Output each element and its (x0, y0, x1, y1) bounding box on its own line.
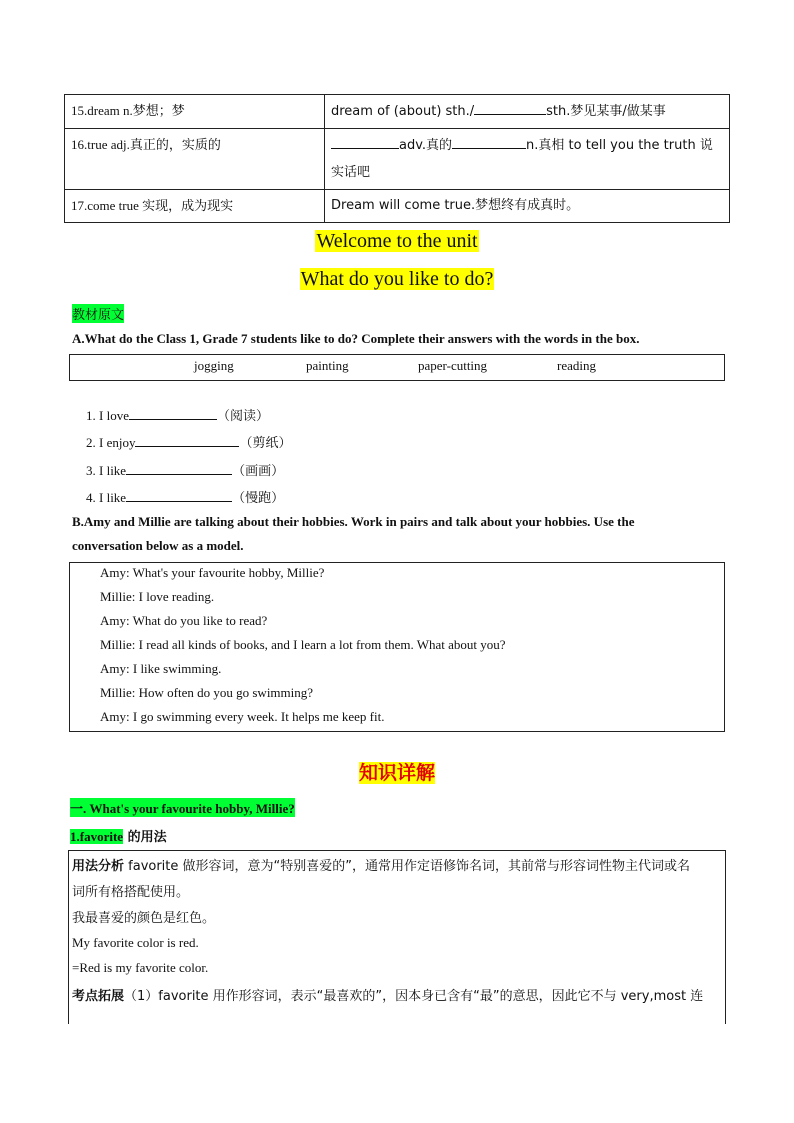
vocab-usage: Dream will come true.梦想终有成真时。 (325, 190, 730, 223)
textbook-tag: 教材原文 (72, 304, 124, 323)
fill-blank[interactable] (129, 406, 217, 420)
unit-subtitle: What do you like to do? (300, 268, 494, 290)
vocab-usage: dream of (about) sth./ sth.梦见某事/做某事 (325, 95, 730, 129)
vocab-term: 17.come true 实现，成为现实 (65, 190, 325, 223)
vocab-usage: adv.真的 n.真相 to tell you the truth 说实话吧 (325, 129, 730, 190)
vocab-table (64, 94, 730, 223)
dialog-line: Amy: What do you like to read? (100, 613, 268, 628)
word-item: paper-cutting (418, 358, 488, 373)
fill-blank[interactable] (126, 488, 232, 502)
dialog-line: Amy: What's your favourite hobby, Millie? (100, 565, 325, 580)
table-row (65, 129, 730, 190)
note-line: 我最喜爱的颜色是红色。 (72, 911, 216, 926)
fill-blank[interactable] (135, 433, 239, 447)
word-item: painting (306, 358, 349, 373)
word-item: reading (557, 358, 596, 373)
fill-line: 3. I like （画画） (86, 463, 285, 479)
unit-title: Welcome to the unit (316, 230, 478, 252)
note-line: 用法分析 favorite 做形容词，意为“特别喜爱的”，通常用作定语修饰名词，其前常与形容词性物主代词或名 (72, 859, 690, 874)
question-b-cont: conversation below as a model. (72, 538, 244, 553)
note-line: 词所有格搭配使用。 (72, 885, 190, 900)
fill-blank[interactable] (126, 461, 232, 475)
question-a: A.What do the Class 1, Grade 7 students like to do? Complete their answers with the words in the box. (72, 331, 640, 346)
note-line: =Red is my favorite color. (72, 960, 209, 975)
dialog-box (69, 562, 725, 732)
table-row (65, 190, 730, 223)
notes-box (68, 850, 726, 1024)
knowledge-title: 知识详解 (358, 762, 435, 784)
vocab-term: 15.dream n.梦想；梦 (65, 95, 325, 129)
fill-blank[interactable] (474, 101, 546, 115)
sub-heading: 1.favorite 的用法 (70, 829, 167, 845)
word-item: jogging (194, 358, 234, 373)
vocab-term: 16.true adj.真正的，实质的 (65, 129, 325, 190)
note-line: 考点拓展（1）favorite 用作形容词，表示“最喜欢的”，因本身已含有“最”的意思，因此它不与 very,most 连 (72, 989, 704, 1004)
table-row (65, 95, 730, 129)
fill-line: 4. I like （慢跑） (86, 490, 285, 506)
word-box (69, 354, 725, 381)
fill-line: 2. I enjoy （剪纸） (86, 435, 292, 451)
dialog-line: Millie: How often do you go swimming? (100, 685, 314, 700)
section-heading: 一. What's your favourite hobby, Millie? (70, 798, 295, 817)
dialog-line: Millie: I love reading. (100, 589, 215, 604)
dialog-line: Amy: I like swimming. (100, 661, 222, 676)
fill-blank[interactable] (331, 135, 399, 149)
question-b: B.Amy and Millie are talking about their hobbies. Work in pairs and talk about your hobbies. Use the (72, 514, 635, 529)
fill-blank[interactable] (452, 135, 526, 149)
dialog-line: Millie: I read all kinds of books, and I learn a lot from them. What about you? (100, 637, 506, 652)
dialog-line: Amy: I go swimming every week. It helps me keep fit. (100, 709, 385, 724)
fill-line: 1. I love （阅读） (86, 408, 269, 424)
note-line: My favorite color is red. (72, 935, 199, 950)
